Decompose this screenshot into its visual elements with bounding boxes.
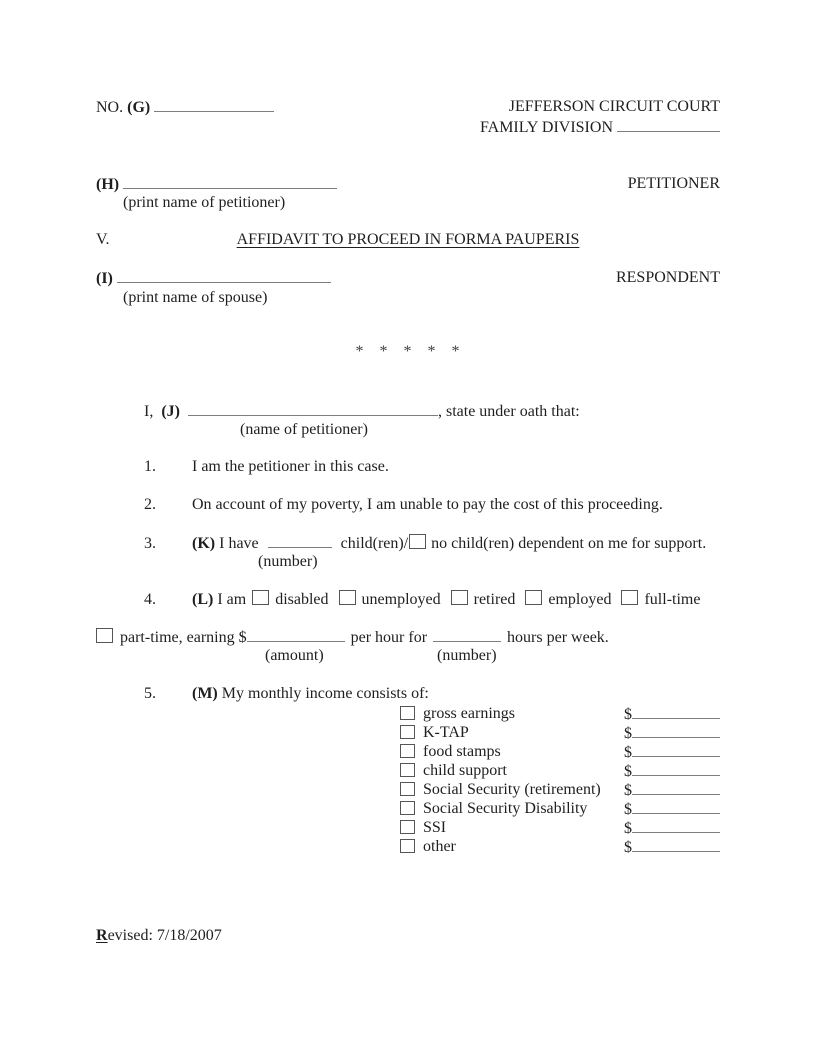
ss-retirement-checkbox[interactable] (400, 782, 415, 796)
item-1-number: 1. (144, 458, 156, 475)
other-income-amount-field[interactable] (632, 837, 720, 852)
petitioner-role: PETITIONER (627, 175, 720, 192)
income-amount (624, 742, 720, 762)
unemployed-checkbox[interactable] (339, 590, 356, 605)
ss-disability-amount-field[interactable] (632, 799, 720, 814)
gross-earnings-amount-field[interactable] (632, 704, 720, 719)
dollar-sign: $ (624, 820, 632, 837)
oath-suffix: , state under oath that: (437, 403, 580, 420)
part-time-line (96, 627, 609, 647)
item-5-letter: (M) (192, 685, 218, 702)
option-employed-label: employed (548, 591, 612, 608)
revision-rest: evised: 7/18/2007 (107, 927, 222, 944)
item-5 (144, 684, 429, 703)
oath-letter: (J) (161, 403, 180, 420)
income-amount (624, 723, 720, 743)
income-row-gross-earnings (0, 704, 816, 723)
part-time-mid: per hour for (350, 629, 428, 646)
earnings-amount-field[interactable] (247, 627, 345, 642)
income-amount (624, 761, 720, 781)
item-1-text: I am the petitioner in this case. (192, 458, 389, 475)
disabled-checkbox[interactable] (252, 590, 269, 605)
food-stamps-amount-field[interactable] (632, 742, 720, 757)
ktap-amount-field[interactable] (632, 723, 720, 738)
dollar-sign: $ (624, 744, 632, 761)
income-row-ss-retirement (0, 780, 816, 799)
dollar-sign: $ (624, 801, 632, 818)
court-name: JEFFERSON CIRCUIT COURT (508, 98, 720, 115)
income-label: gross earnings (423, 705, 515, 722)
income-row-ktap (0, 723, 816, 742)
gross-earnings-checkbox[interactable] (400, 706, 415, 720)
option-disabled-label: disabled (275, 591, 329, 608)
case-number-field[interactable] (154, 97, 274, 112)
income-label: food stamps (423, 743, 501, 760)
income-row-food-stamps (0, 742, 816, 761)
oath-prefix: I, (144, 403, 154, 420)
division-label: FAMILY DIVISION (479, 119, 613, 136)
item-2 (144, 495, 663, 514)
item-1 (144, 457, 389, 476)
item-5-number: 5. (144, 685, 156, 702)
ss-disability-checkbox[interactable] (400, 801, 415, 815)
respondent-name-hint: (print name of spouse) (123, 289, 268, 306)
employed-checkbox[interactable] (525, 590, 542, 605)
currency-sign: $ (238, 629, 247, 646)
option-unemployed-label: unemployed (361, 591, 441, 608)
case-no-letter: (G) (127, 99, 151, 116)
oath-name-hint: (name of petitioner) (240, 421, 368, 438)
part-time-post: hours per week. (507, 629, 609, 646)
income-list (0, 704, 816, 856)
option-full-time-label: full-time (644, 591, 701, 608)
case-no-prefix: NO. (96, 99, 124, 116)
income-row-ss-disability (0, 799, 816, 818)
income-amount (624, 837, 720, 857)
dollar-sign: $ (624, 782, 632, 799)
petitioner-line (96, 174, 337, 194)
retired-checkbox[interactable] (451, 590, 468, 605)
part-time-checkbox[interactable] (96, 628, 113, 643)
respondent-role: RESPONDENT (615, 269, 720, 286)
income-row-child-support (0, 761, 816, 780)
item-4-letter: (L) (192, 591, 214, 608)
income-label: Social Security (retirement) (423, 781, 601, 798)
no-children-checkbox[interactable] (409, 534, 426, 549)
other-income-checkbox[interactable] (400, 839, 415, 853)
part-time-label: part-time, earning (120, 629, 235, 646)
income-label: SSI (423, 819, 447, 836)
income-row-other (0, 837, 816, 856)
oath-line (144, 401, 580, 421)
income-label: K-TAP (423, 724, 469, 741)
item-3-letter: (K) (192, 535, 216, 552)
income-amount (624, 704, 720, 724)
dollar-sign: $ (624, 763, 632, 780)
full-time-checkbox[interactable] (621, 590, 638, 605)
oath-name-field[interactable] (188, 401, 438, 416)
revision-initial: R (96, 927, 108, 944)
ktap-checkbox[interactable] (400, 725, 415, 739)
income-row-ssi (0, 818, 816, 837)
children-number-field[interactable] (268, 533, 332, 548)
income-label: Social Security Disability (423, 800, 588, 817)
ss-retirement-amount-field[interactable] (632, 780, 720, 795)
item-2-number: 2. (144, 496, 156, 513)
form-title: AFFIDAVIT TO PROCEED IN FORMA PAUPERIS (236, 231, 580, 248)
division-field[interactable] (617, 117, 720, 132)
respondent-name-field[interactable] (117, 268, 331, 283)
form-title-row (0, 230, 816, 249)
child-support-checkbox[interactable] (400, 763, 415, 777)
petitioner-name-hint: (print name of petitioner) (123, 194, 286, 211)
income-amount (624, 818, 720, 838)
hours-number-hint: (number) (437, 647, 497, 664)
item-4-number: 4. (144, 591, 156, 608)
item-3-number: 3. (144, 535, 156, 552)
child-support-amount-field[interactable] (632, 761, 720, 776)
item-3-pre: I have (219, 535, 259, 552)
item-2-text: On account of my poverty, I am unable to pay the cost of this proceeding. (192, 496, 663, 513)
income-label: child support (423, 762, 507, 779)
item-3-post: no child(ren) dependent on me for support. (431, 535, 707, 552)
income-label: other (423, 838, 456, 855)
petitioner-letter: (H) (96, 176, 120, 193)
dollar-sign: $ (624, 706, 632, 723)
dollar-sign: $ (624, 839, 632, 856)
asterisk-separator: * * * * * (355, 343, 461, 360)
amount-hint: (amount) (265, 647, 324, 664)
case-number-line (96, 97, 274, 117)
option-retired-label: retired (473, 591, 516, 608)
ssi-amount-field[interactable] (632, 818, 720, 833)
respondent-line (96, 268, 331, 288)
revision-date (96, 926, 222, 945)
item-4-pre: I am (217, 591, 247, 608)
dollar-sign: $ (624, 725, 632, 742)
food-stamps-checkbox[interactable] (400, 744, 415, 758)
item-3 (144, 533, 706, 553)
division-line (480, 117, 720, 137)
item-3-mid: child(ren)/ (340, 535, 409, 552)
income-amount (624, 799, 720, 819)
respondent-letter: (I) (96, 270, 113, 287)
item-4 (144, 590, 700, 609)
item-5-text: My monthly income consists of: (221, 685, 429, 702)
hours-field[interactable] (433, 627, 501, 642)
petitioner-name-field[interactable] (123, 174, 337, 189)
ssi-checkbox[interactable] (400, 820, 415, 834)
versus-label: V. (96, 231, 110, 248)
children-number-hint: (number) (258, 553, 318, 570)
income-amount (624, 780, 720, 800)
